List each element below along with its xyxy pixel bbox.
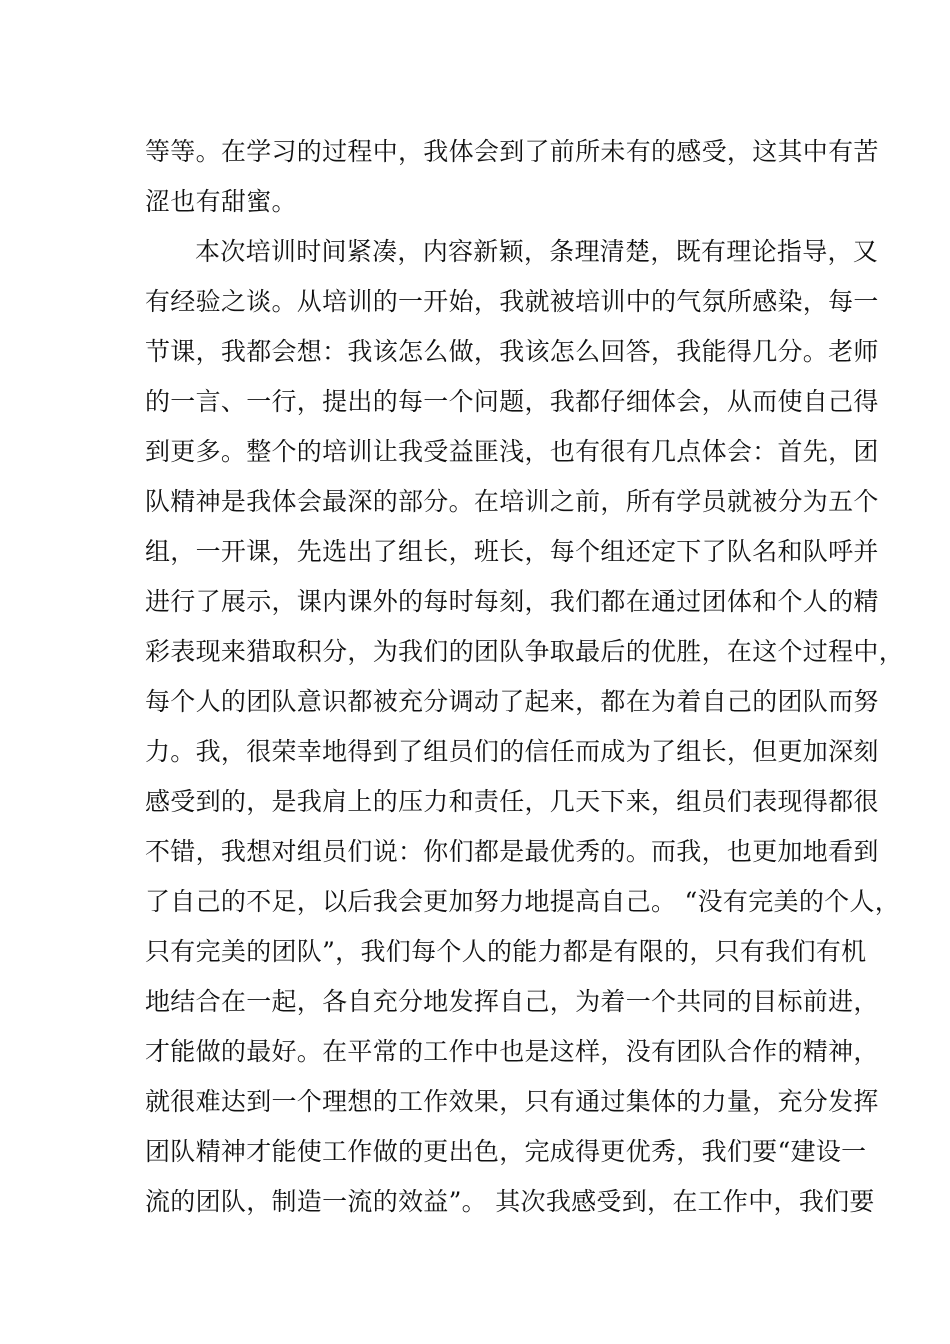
text-line: 有经验之谈。从培训的一开始，我就被培训中的气氛所感染，每一 — [145, 287, 879, 316]
text-line: 彩表现来猎取积分，为我们的团队争取最后的优胜，在这个过程中， — [145, 637, 905, 666]
text-line: 的一言、一行，提出的每一个问题，我都仔细体会，从而使自己得 — [145, 387, 879, 416]
text-line: 了自己的不足，以后我会更加努力地提高自己。 “没有完美的个人， — [145, 887, 901, 916]
text-line: 地结合在一起，各自充分地发挥自己，为着一个共同的目标前进， — [145, 987, 879, 1016]
text-line: 到更多。整个的培训让我受益匪浅，也有很有几点体会：首先，团 — [145, 437, 879, 466]
text-line: 涩也有甜蜜。 — [145, 187, 297, 216]
text-line: 流的团队，制造一流的效益”。 其次我感受到，在工作中，我们要 — [145, 1187, 875, 1216]
text-line: 组，一开课，先选出了组长，班长，每个组还定下了队名和队呼并 — [145, 537, 879, 566]
text-line: 就很难达到一个理想的工作效果，只有通过集体的力量，充分发挥 — [145, 1087, 879, 1116]
text-line: 节课，我都会想：我该怎么做，我该怎么回答，我能得几分。老师 — [145, 337, 879, 366]
text-line: 力。我，很荣幸地得到了组员们的信任而成为了组长，但更加深刻 — [145, 737, 879, 766]
text-line: 每个人的团队意识都被充分调动了起来，都在为着自己的团队而努 — [145, 687, 879, 716]
text-line: 不错，我想对组员们说：你们都是最优秀的。而我，也更加地看到 — [145, 837, 879, 866]
text-line: 感受到的，是我肩上的压力和责任，几天下来，组员们表现得都很 — [145, 787, 879, 816]
text-line: 才能做的最好。在平常的工作中也是这样，没有团队合作的精神， — [145, 1037, 879, 1066]
paragraph-first-line: 本次培训时间紧凑，内容新颖，条理清楚，既有理论指导，又 — [195, 237, 879, 266]
text-line: 进行了展示，课内课外的每时每刻，我们都在通过团体和个人的精 — [145, 587, 879, 616]
text-line: 只有完美的团队”，我们每个人的能力都是有限的，只有我们有机 — [145, 937, 867, 966]
text-line: 团队精神才能使工作做的更出色，完成得更优秀，我们要“建设一 — [145, 1137, 867, 1166]
text-line: 队精神是我体会最深的部分。在培训之前，所有学员就被分为五个 — [145, 487, 879, 516]
text-line: 等等。在学习的过程中，我体会到了前所未有的感受，这其中有苦 — [145, 137, 879, 166]
